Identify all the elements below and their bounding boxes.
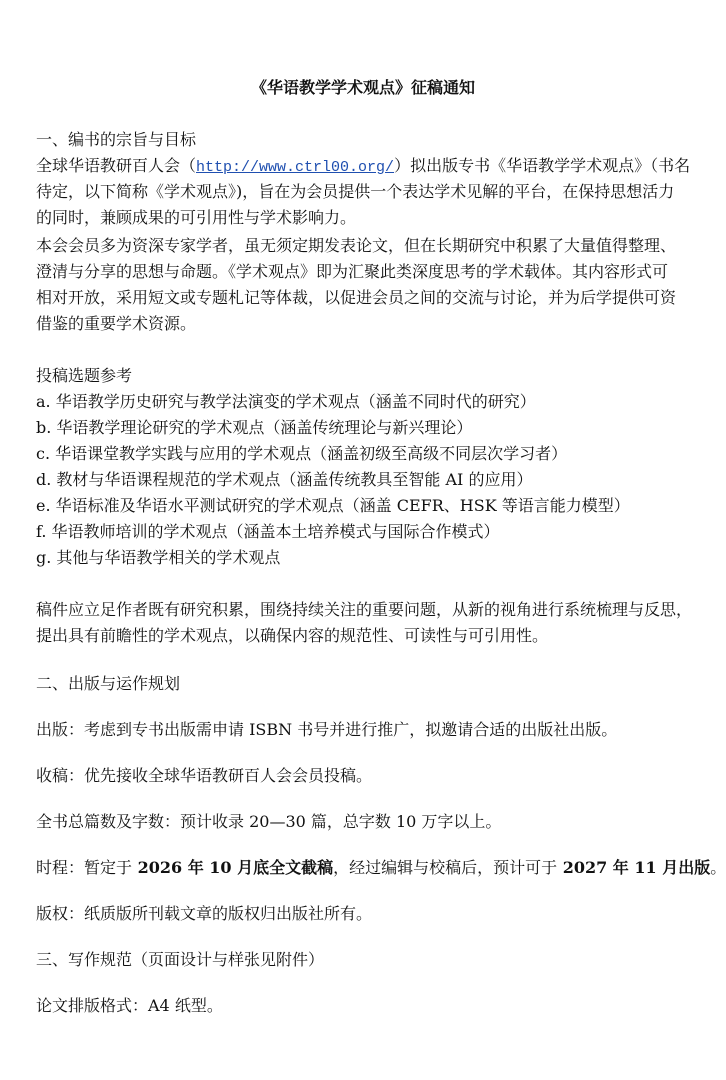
deadline: 2026 年 10 月底全文截稿 [132, 858, 334, 877]
count-text: 全书总篇数及字数：预计收录 20—30 篇，总字数 10 万字以上。 [36, 812, 502, 831]
text: 全球华语教研百人会（ [36, 156, 197, 175]
text: 。 [710, 858, 726, 877]
paragraph-line: 借鉴的重要学术资源。 [36, 314, 197, 333]
submission-text: 收稿：优先接收全球华语教研百人会会员投稿。 [36, 766, 373, 785]
text: 时程：暂定于 [36, 858, 133, 877]
publication-date: 2027 年 11 月出版 [557, 858, 711, 877]
section-heading: 三、写作规范（页面设计与样张见附件） [36, 950, 325, 969]
topics-heading: 投稿选题参考 [36, 366, 133, 385]
topic-item: b. 华语教学理论研究的学术观点（涵盖传统理论与新兴理论） [36, 418, 473, 437]
text: ）拟出版专书《华语教学学术观点》（书名 [394, 156, 691, 175]
paragraph-line: 相对开放，采用短文或专题札记等体裁，以促进会员之间的交流与讨论，并为后学提供可资 [36, 288, 677, 307]
schedule-text [36, 855, 726, 881]
topic-item: d. 教材与华语课程规范的学术观点（涵盖传统教具至智能 AI 的应用） [36, 470, 533, 489]
paragraph-line: 待定，以下简称《学术观点》)，旨在为会员提供一个表达学术见解的平台，在保持思想活力 [36, 182, 675, 201]
paragraph-line [36, 153, 690, 179]
topic-item: c. 华语课堂教学实践与应用的学术观点（涵盖初级至高级不同层次学习者） [36, 444, 568, 463]
topic-item: f. 华语教师培训的学术观点（涵盖本土培养模式与国际合作模式） [36, 522, 500, 541]
topic-item: a. 华语教学历史研究与教学法演变的学术观点（涵盖不同时代的研究） [36, 392, 536, 411]
section-heading: 一、编书的宗旨与目标 [36, 130, 197, 149]
publish-text: 出版：考虑到专书出版需申请 ISBN 书号并进行推广，拟邀请合适的出版社出版。 [36, 720, 618, 739]
topic-item: g. 其他与华语教学相关的学术观点 [36, 548, 281, 567]
copyright-text: 版权：纸质版所刊载文章的版权归出版社所有。 [36, 904, 373, 923]
paragraph-line: 澄清与分享的思想与命题。《学术观点》即为汇聚此类深度思考的学术载体。其内容形式可 [36, 262, 669, 281]
format-text: 论文排版格式：A4 纸型。 [36, 996, 223, 1015]
section-heading: 二、出版与运作规划 [36, 674, 181, 693]
paragraph-line: 提出具有前瞻性的学术观点，以确保内容的规范性、可读性与可引用性。 [36, 626, 549, 645]
paragraph-line: 本会会员多为资深专家学者，虽无须定期发表论文，但在长期研究中积累了大量值得整理、 [36, 236, 677, 255]
text: ，经过编辑与校稿后，预计可于 [333, 858, 558, 877]
page-title: 《华语教学学术观点》征稿通知 [250, 78, 475, 97]
website-link[interactable]: http://www.ctrl00.org/ [196, 159, 395, 176]
topic-item: e. 华语标准及华语水平测试研究的学术观点（涵盖 CEFR、HSK 等语言能力模型） [36, 496, 630, 515]
paragraph-line: 的同时，兼顾成果的可引用性与学术影响力。 [36, 208, 357, 227]
paragraph-line: 稿件应立足作者既有研究积累，围绕持续关注的重要问题，从新的视角进行系统梳理与反思， [36, 600, 693, 619]
